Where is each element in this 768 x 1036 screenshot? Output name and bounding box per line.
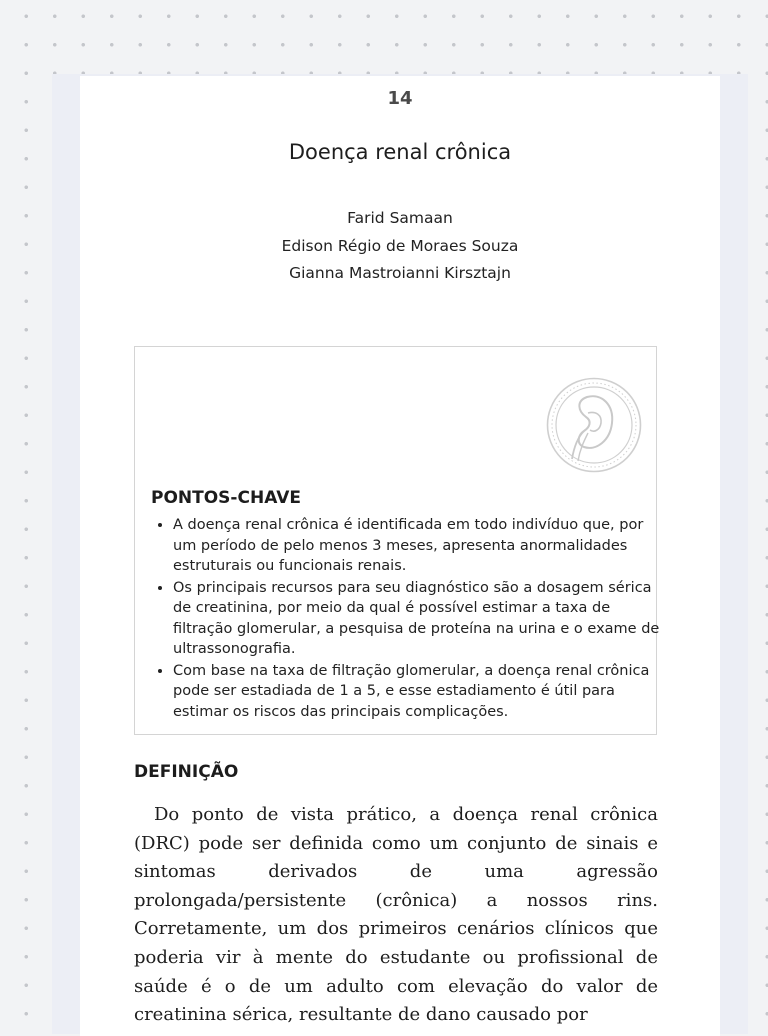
key-point-item: • A doença renal crônica é identificada em todo indivíduo que, por um período de pelo menos 3 meses, apresenta anormalidades estruturais ou funcionais renais.	[173, 515, 668, 577]
key-points-list	[151, 515, 668, 723]
key-points-heading: PONTOS-CHAVE	[151, 488, 301, 508]
author-name: Farid Samaan	[347, 209, 453, 227]
definition-heading: DEFINIÇÃO	[134, 762, 239, 782]
key-point-item: • Com base na taxa de filtração glomerular, a doença renal crônica pode ser estadiada de 1 a 5, e esse estadiamento é útil para estimar os riscos das principais complicações.	[173, 661, 668, 723]
book-page[interactable]	[80, 76, 720, 1036]
page-number: 14	[387, 88, 413, 109]
kidney-emblem-icon	[544, 375, 644, 475]
chapter-title: Doença renal crônica	[288, 140, 512, 164]
key-points-box	[134, 346, 660, 735]
author-list	[80, 205, 720, 288]
author-name: Gianna Mastroianni Kirsztajn	[289, 264, 511, 282]
key-point-item: • Os principais recursos para seu diagnóstico são a dosagem sérica de creatinina, por meio da qual é possível estimar a taxa de filtração glomerular, a pesquisa de proteína na urina e o exame de ultrassonografia.	[173, 578, 668, 660]
author-name: Edison Régio de Moraes Souza	[281, 236, 519, 255]
definition-paragraph: Do ponto de vista prático, a doença renal crônica (DRC) pode ser definida como um conjunto de sinais e sintomas derivados de uma agressão prolongada/persistente (crônica) a nossos rins. Corretamente, um dos primeiros cenários clínicos que poderia vir à mente do estudante ou profissional de saúde é o de um adulto com elevação do valor de creatinina sérica, resultante de dano causado por	[134, 804, 658, 1026]
